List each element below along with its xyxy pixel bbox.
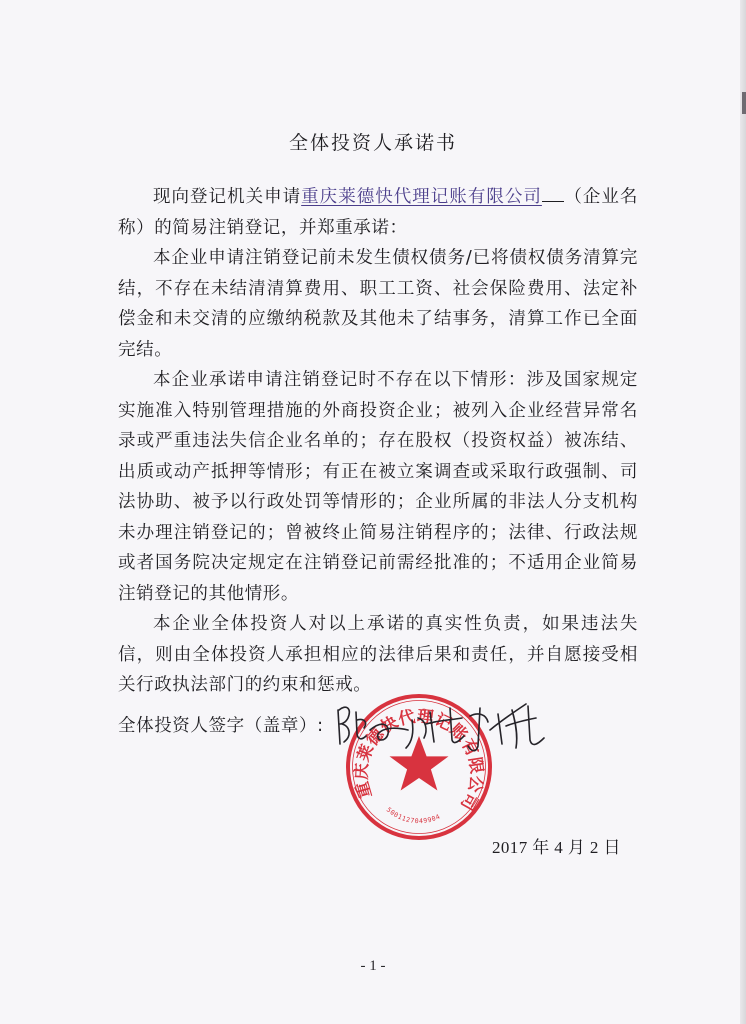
paragraph-application [118, 182, 638, 243]
page-number: - 1 - [360, 958, 386, 974]
application-prefix: 现向登记机关申请 [153, 187, 302, 207]
blank-underline [542, 187, 564, 202]
company-name: 重庆莱德快代理记账有限公司 [301, 187, 542, 207]
svg-text:5001127049904: 5001127049904 [384, 805, 442, 826]
document-title: 全体投资人承诺书 [288, 132, 457, 154]
document-body [118, 182, 638, 701]
document-date: 2017 年 4 月 2 日 [492, 838, 621, 857]
application-suffix: （企业名称）的简易注销登记，并郑重承诺： [118, 187, 638, 238]
paragraph-debts: 本企业申请注销登记前未发生债权债务/已将债权债务清算完结，不存在未结清清算费用、职工工资、社会保险费用、法定补偿金和未交清的应缴纳税款及其他未了结事务，清算工作已全面完结。 [118, 248, 638, 360]
signature-label: 全体投资人签字（盖章）: [118, 716, 324, 736]
paragraph-exclusions: 本企业承诺申请注销登记时不存在以下情形：涉及国家规定实施准入特别管理措施的外商投资企业；被列入企业经营异常名录或严重违法失信企业名单的；存在股权（投资权益）被冻结、出质或动产抵押等情形；有正在被立案调查或采取行政强制、司法协助、被予以行政处罚等情形的；企业所属的非法人分支机构未办理注销登记的；曾被终止简易注销程序的；法律、行政法规或者国务院决定规定在注销登记前需经批准的；不适用企业简易注销登记的其他情形。 [118, 370, 638, 604]
paragraph-responsibility: 本企业全体投资人对以上承诺的真实性负责，如果违法失信，则由全体投资人承担相应的法律后果和责任，并自愿接受相关行政执法部门的约束和惩戒。 [118, 614, 638, 695]
svg-text:重庆莱德快代理记账有限公司: 重庆莱德快代理记账有限公司 [351, 706, 487, 815]
page-edge-mark [742, 92, 746, 114]
handwritten-signature [330, 690, 550, 780]
